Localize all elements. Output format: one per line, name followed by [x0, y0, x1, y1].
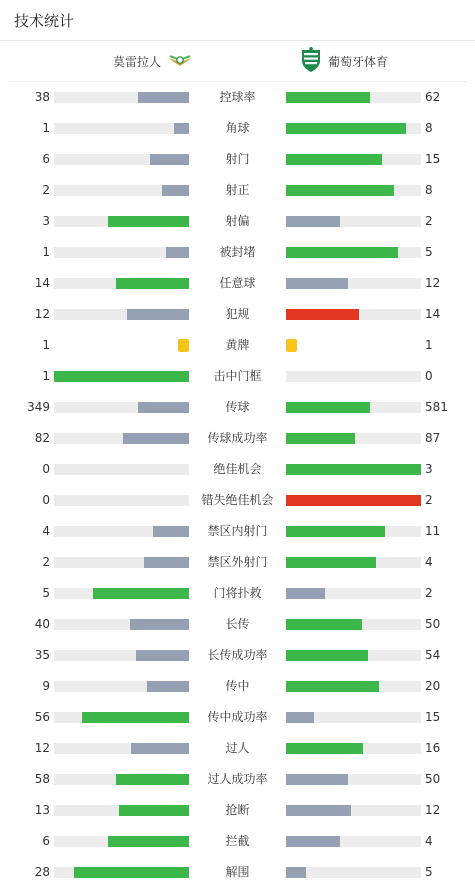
home-bar-track	[54, 650, 189, 661]
home-value: 56	[34, 710, 50, 724]
away-bar-fill	[286, 185, 394, 196]
stat-row	[0, 299, 475, 330]
away-value: 1	[425, 338, 433, 352]
home-bar-fill	[74, 867, 189, 878]
away-value: 0	[425, 369, 433, 383]
stat-row	[0, 609, 475, 640]
away-value: 8	[425, 121, 433, 135]
away-value: 3	[425, 462, 433, 476]
away-bar-fill	[286, 464, 421, 475]
away-bar-fill	[286, 526, 385, 537]
away-bar-fill	[286, 92, 370, 103]
home-bar-track	[54, 247, 189, 258]
stat-row	[0, 237, 475, 268]
home-value: 2	[42, 183, 50, 197]
away-bar-track	[286, 805, 421, 816]
away-bar-fill	[286, 433, 355, 444]
stat-row	[0, 733, 475, 764]
away-value: 2	[425, 493, 433, 507]
away-bar-track	[286, 712, 421, 723]
away-bar-fill	[286, 216, 340, 227]
stat-label: 犯规	[225, 307, 250, 321]
home-value: 2	[42, 555, 50, 569]
away-team[interactable]	[300, 41, 388, 81]
stat-row	[0, 671, 475, 702]
stat-label: 错失绝佳机会	[201, 493, 274, 507]
home-bar-fill	[174, 123, 189, 134]
home-value: 1	[42, 338, 50, 352]
away-bar-track	[286, 247, 421, 258]
away-bar-track	[286, 92, 421, 103]
stat-label: 过人成功率	[207, 772, 268, 786]
home-value: 4	[42, 524, 50, 538]
away-team-logo-icon	[300, 47, 322, 76]
home-bar-fill	[130, 619, 189, 630]
stat-row	[0, 764, 475, 795]
stat-label: 禁区内射门	[207, 524, 268, 538]
stat-label: 拦截	[225, 834, 250, 848]
home-value: 14	[34, 276, 50, 290]
page-title: 技术统计	[14, 11, 75, 30]
away-value: 581	[425, 400, 448, 414]
away-bar-track	[286, 433, 421, 444]
stat-label: 角球	[225, 121, 250, 135]
away-bar-track	[286, 123, 421, 134]
away-bar-track	[286, 402, 421, 413]
away-bar-track	[286, 588, 421, 599]
away-value: 5	[425, 245, 433, 259]
stat-row	[0, 330, 475, 361]
home-bar-track	[54, 619, 189, 630]
home-value: 0	[42, 493, 50, 507]
home-bar-fill	[116, 774, 189, 785]
home-bar-track	[54, 464, 189, 475]
stat-row	[0, 826, 475, 857]
home-value: 12	[34, 741, 50, 755]
away-value: 54	[425, 648, 441, 662]
away-bar-track	[286, 154, 421, 165]
home-team-logo-icon	[167, 53, 193, 70]
home-bar-track	[54, 92, 189, 103]
home-value: 58	[34, 772, 50, 786]
away-value: 4	[425, 555, 433, 569]
stat-row	[0, 485, 475, 516]
away-bar-track	[286, 681, 421, 692]
away-bar-fill	[286, 867, 306, 878]
home-value: 9	[42, 679, 50, 693]
away-bar-track	[286, 371, 421, 382]
stat-row	[0, 795, 475, 826]
home-bar-fill	[147, 681, 189, 692]
home-value: 12	[34, 307, 50, 321]
home-bar-track	[54, 495, 189, 506]
home-yellow-card-icon	[178, 339, 189, 352]
home-bar-track	[54, 774, 189, 785]
stat-label: 射正	[225, 183, 250, 197]
home-value: 28	[34, 865, 50, 879]
stat-label: 长传	[225, 617, 250, 631]
away-bar-track	[286, 743, 421, 754]
away-bar-fill	[286, 247, 398, 258]
stat-label: 禁区外射门	[207, 555, 268, 569]
home-value: 1	[42, 121, 50, 135]
away-bar-fill	[286, 278, 348, 289]
stat-label: 黄牌	[225, 338, 250, 352]
stat-label: 击中门框	[213, 369, 262, 383]
away-bar-fill	[286, 650, 368, 661]
away-bar-fill	[286, 681, 379, 692]
home-bar-fill	[93, 588, 189, 599]
home-bar-track	[54, 371, 189, 382]
away-bar-track	[286, 526, 421, 537]
stat-row	[0, 423, 475, 454]
home-bar-fill	[123, 433, 189, 444]
home-bar-track	[54, 526, 189, 537]
home-value: 349	[27, 400, 50, 414]
stat-row	[0, 640, 475, 671]
stat-row	[0, 454, 475, 485]
away-value: 87	[425, 431, 441, 445]
away-bar-track	[286, 557, 421, 568]
home-value: 35	[34, 648, 50, 662]
stat-row	[0, 578, 475, 609]
stat-label: 传中成功率	[207, 710, 268, 724]
home-bar-fill	[116, 278, 189, 289]
away-value: 12	[425, 276, 441, 290]
away-bar-track	[286, 774, 421, 785]
home-bar-fill	[54, 371, 189, 382]
stat-label: 传中	[225, 679, 250, 693]
away-bar-fill	[286, 836, 340, 847]
home-bar-track	[54, 743, 189, 754]
home-bar-fill	[131, 743, 189, 754]
away-bar-track	[286, 836, 421, 847]
stat-label: 抢断	[225, 803, 250, 817]
stat-label: 长传成功率	[207, 648, 268, 662]
stat-label: 射门	[225, 152, 250, 166]
home-bar-fill	[144, 557, 189, 568]
home-bar-fill	[162, 185, 189, 196]
stat-row	[0, 144, 475, 175]
home-value: 1	[42, 369, 50, 383]
home-bar-track	[54, 805, 189, 816]
home-bar-fill	[108, 836, 189, 847]
home-bar-fill	[127, 309, 189, 320]
stat-row	[0, 392, 475, 423]
stat-label: 传球成功率	[207, 431, 268, 445]
stat-row	[0, 175, 475, 206]
stat-label: 解围	[225, 865, 250, 879]
away-value: 15	[425, 152, 441, 166]
home-bar-track	[54, 712, 189, 723]
away-bar-track	[286, 495, 421, 506]
stat-label: 射偏	[225, 214, 250, 228]
stat-row	[0, 361, 475, 392]
away-value: 5	[425, 865, 433, 879]
stat-row	[0, 113, 475, 144]
home-bar-fill	[166, 247, 189, 258]
home-bar-track	[54, 557, 189, 568]
home-bar-fill	[150, 154, 189, 165]
stat-label: 过人	[225, 741, 250, 755]
away-bar-fill	[286, 495, 421, 506]
away-bar-fill	[286, 743, 363, 754]
home-team-name: 莫雷拉人	[113, 54, 162, 69]
home-value: 6	[42, 152, 50, 166]
away-bar-track	[286, 619, 421, 630]
stat-row	[0, 268, 475, 299]
away-bar-track	[286, 867, 421, 878]
page-header	[0, 0, 475, 41]
stat-label: 门将扑救	[213, 586, 262, 600]
home-team[interactable]	[113, 41, 193, 81]
home-bar-track	[54, 588, 189, 599]
away-bar-track	[286, 216, 421, 227]
away-bar-fill	[286, 712, 314, 723]
stat-row	[0, 82, 475, 113]
stat-row	[0, 516, 475, 547]
away-value: 11	[425, 524, 441, 538]
away-value: 20	[425, 679, 441, 693]
away-bar-fill	[286, 774, 348, 785]
stat-row	[0, 547, 475, 578]
home-bar-fill	[108, 216, 189, 227]
stat-row	[0, 206, 475, 237]
stat-label: 传球	[225, 400, 250, 414]
home-value: 3	[42, 214, 50, 228]
away-bar-track	[286, 185, 421, 196]
away-bar-fill	[286, 619, 362, 630]
away-yellow-card-icon	[286, 339, 297, 352]
away-value: 2	[425, 586, 433, 600]
home-bar-fill	[82, 712, 189, 723]
stat-label: 任意球	[219, 276, 256, 290]
away-value: 12	[425, 803, 441, 817]
away-value: 62	[425, 90, 441, 104]
away-value: 4	[425, 834, 433, 848]
away-value: 50	[425, 617, 441, 631]
home-bar-track	[54, 185, 189, 196]
home-value: 13	[34, 803, 50, 817]
home-bar-fill	[136, 650, 189, 661]
away-team-name: 葡萄牙体育	[328, 54, 389, 69]
home-bar-track	[54, 681, 189, 692]
home-bar-fill	[153, 526, 189, 537]
home-bar-track	[54, 402, 189, 413]
stat-row	[0, 857, 475, 888]
home-bar-track	[54, 309, 189, 320]
home-bar-track	[54, 836, 189, 847]
away-bar-fill	[286, 123, 406, 134]
stat-label: 控球率	[219, 90, 256, 104]
home-bar-fill	[138, 402, 189, 413]
away-value: 14	[425, 307, 441, 321]
away-value: 2	[425, 214, 433, 228]
home-value: 1	[42, 245, 50, 259]
home-bar-fill	[138, 92, 189, 103]
home-bar-track	[54, 216, 189, 227]
away-value: 50	[425, 772, 441, 786]
home-bar-fill	[119, 805, 189, 816]
stats-list	[0, 82, 475, 888]
away-value: 16	[425, 741, 441, 755]
away-bar-fill	[286, 402, 370, 413]
teams-header	[8, 41, 467, 82]
away-value: 15	[425, 710, 441, 724]
away-bar-fill	[286, 805, 351, 816]
away-value: 8	[425, 183, 433, 197]
away-bar-fill	[286, 588, 325, 599]
stat-label: 被封堵	[219, 245, 256, 259]
away-bar-track	[286, 309, 421, 320]
home-bar-track	[54, 433, 189, 444]
stat-label: 绝佳机会	[213, 462, 262, 476]
home-value: 38	[34, 90, 50, 104]
home-bar-track	[54, 867, 189, 878]
home-value: 40	[34, 617, 50, 631]
home-value: 6	[42, 834, 50, 848]
away-bar-fill	[286, 557, 376, 568]
home-bar-track	[54, 123, 189, 134]
away-bar-track	[286, 650, 421, 661]
home-value: 0	[42, 462, 50, 476]
away-bar-fill	[286, 309, 359, 320]
home-bar-track	[54, 154, 189, 165]
stat-row	[0, 702, 475, 733]
away-bar-track	[286, 278, 421, 289]
home-value: 5	[42, 586, 50, 600]
home-value: 82	[34, 431, 50, 445]
away-bar-fill	[286, 154, 382, 165]
away-bar-track	[286, 464, 421, 475]
home-bar-track	[54, 278, 189, 289]
